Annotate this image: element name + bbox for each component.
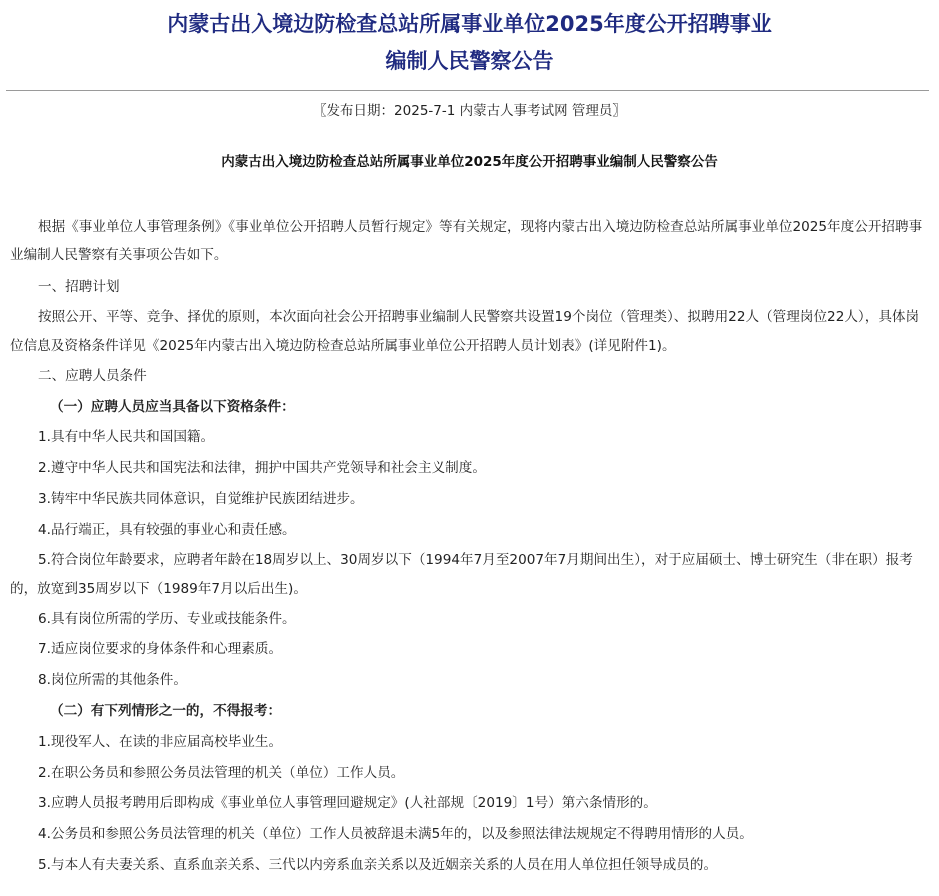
condition-item: 5.符合岗位年龄要求，应聘者年龄在18周岁以上、30周岁以下（1994年7月至2007年7月期间出生），对于应届硕士、博士研究生（非在职）报考的，放宽到35周岁以下（1989年7月以后出生)。 [10,551,913,597]
publish-info [0,100,939,122]
condition-item: 4.品行端正，具有较强的事业心和责任感。 [38,521,296,538]
publish-info-text: 〖发布日期：2025-7-1 内蒙古人事考试网 管理员〗 [313,103,626,119]
page-title-line-2: 编制人民警察公告 [385,49,554,73]
subsection-heading-qualifications: （一）应聘人员应当具备以下资格条件： [50,398,295,415]
intro-paragraph: 根据《事业单位人事管理条例》《事业单位公开招聘人员暂行规定》等有关规定，现将内蒙古出入境边防检查总站所属事业单位2025年度公开招聘事业编制人民警察有关事项公告如下。 [10,219,923,263]
condition-item: 3.铸牢中华民族共同体意识，自觉维护民族团结进步。 [38,490,364,507]
subsection-heading-exclusions: （二）有下列情形之一的，不得报考： [50,702,282,719]
condition-item: 1.具有中华人民共和国国籍。 [38,429,215,446]
article-body [10,213,923,881]
condition-item: 7.适应岗位要求的身体条件和心理素质。 [38,641,283,658]
section-heading-recruitment-plan: 一、招聘计划 [38,279,120,295]
recruitment-plan-paragraph: 按照公开、平等、竞争、择优的原则，本次面向社会公开招聘事业编制人民警察共设置19个岗位（管理类）、拟聘用22人（管理岗位22人），具体岗位信息及资格条件详见《2025年内蒙古出入境边防检查总站所属事业单位公开招聘人员计划表》(详见附件1)。 [10,308,920,354]
section-heading-applicant-conditions: 二、应聘人员条件 [38,367,147,384]
exclusion-item: 2.在职公务员和参照公务员法管理的机关（单位）工作人员。 [38,764,405,781]
article-title: 内蒙古出入境边防检查总站所属事业单位2025年度公开招聘事业编制人民警察公告 [221,154,718,170]
exclusion-item: 3.应聘人员报考聘用后即构成《事业单位人事管理回避规定》(人社部规〔2019〕1号）第六条情形的。 [38,795,657,812]
condition-item: 8.岗位所需的其他条件。 [38,672,187,689]
exclusion-item: 1.现役军人、在读的非应届高校毕业生。 [38,733,283,750]
exclusion-item: 5.与本人有夫妻关系、直系血亲关系、三代以内旁系血亲关系以及近姻亲关系的人员在用人单位担任领导成员的。 [38,856,718,873]
condition-item: 6.具有岗位所需的学历、专业或技能条件。 [38,610,296,627]
exclusion-item: 4.公务员和参照公务员法管理的机关（单位）工作人员被辞退未满5年的，以及参照法律法规规定不得聘用情形的人员。 [38,826,753,843]
page-title [0,6,939,80]
page-title-line-1: 内蒙古出入境边防检查总站所属事业单位2025年度公开招聘事业 [167,12,772,36]
title-divider [6,90,929,91]
condition-item: 2.遵守中华人民共和国宪法和法律，拥护中国共产党领导和社会主义制度。 [38,460,486,477]
